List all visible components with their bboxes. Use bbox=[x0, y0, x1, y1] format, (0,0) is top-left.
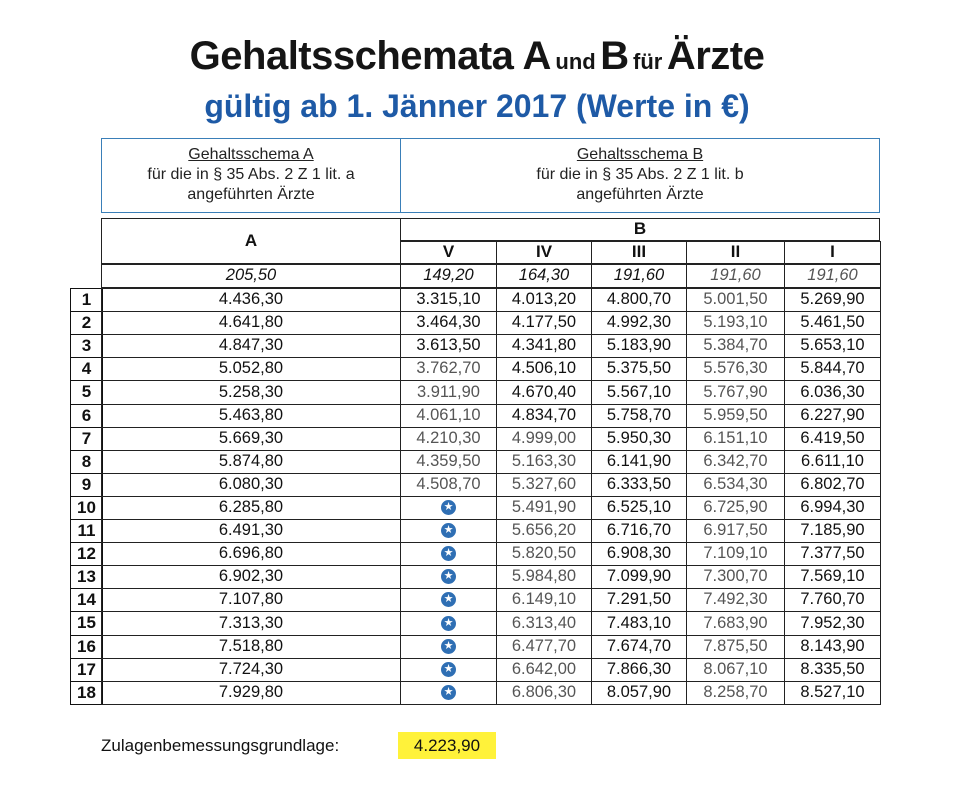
salary-b-cell: 8.067,10 bbox=[686, 658, 785, 682]
factor-cell: 164,30 bbox=[496, 264, 592, 288]
salary-b-cell: 3.464,30 bbox=[400, 311, 497, 335]
salary-b-cell: 7.300,70 bbox=[686, 565, 785, 589]
salary-b-cell: 5.844,70 bbox=[784, 357, 881, 381]
page-title bbox=[0, 34, 954, 79]
row-number: 5 bbox=[70, 380, 103, 405]
salary-b-cell: 6.149,10 bbox=[496, 588, 592, 612]
salary-b-cell: 5.820,50 bbox=[496, 542, 592, 566]
salary-b-cell: 7.492,30 bbox=[686, 588, 785, 612]
row-number: 15 bbox=[70, 611, 103, 636]
salary-a-cell: 6.285,80 bbox=[101, 496, 401, 520]
salary-b-cell: 5.950,30 bbox=[591, 427, 687, 451]
title-fuer: für bbox=[633, 49, 663, 74]
salary-a-cell: 6.902,30 bbox=[101, 565, 401, 589]
salary-b-cell: 8.057,90 bbox=[591, 681, 687, 705]
page-subtitle: gültig ab 1. Jänner 2017 (Werte in €) bbox=[204, 88, 750, 124]
salary-b-cell: 7.109,10 bbox=[686, 542, 785, 566]
salary-b-cell: 5.758,70 bbox=[591, 404, 687, 428]
salary-b-cell: 5.001,50 bbox=[686, 288, 785, 312]
row-number: 12 bbox=[70, 542, 103, 566]
salary-a-cell: 7.107,80 bbox=[101, 588, 401, 612]
salary-b-cell: 6.534,30 bbox=[686, 473, 785, 497]
star-cell bbox=[400, 658, 497, 682]
star-cell bbox=[400, 496, 497, 520]
star-cell bbox=[400, 542, 497, 566]
schema-b-header bbox=[400, 138, 880, 213]
schema-a-line1: für die in § 35 Abs. 2 Z 1 lit. a bbox=[147, 166, 355, 183]
salary-b-cell: 4.341,80 bbox=[496, 334, 592, 358]
salary-b-cell: 6.333,50 bbox=[591, 473, 687, 497]
row-number: 7 bbox=[70, 427, 103, 451]
column-b-iii-header: III bbox=[591, 241, 687, 264]
factor-cell: 149,20 bbox=[400, 264, 497, 288]
salary-a-cell: 6.080,30 bbox=[101, 473, 401, 497]
schema-a-header bbox=[101, 138, 401, 213]
salary-a-cell: 5.258,30 bbox=[101, 380, 401, 405]
row-number: 18 bbox=[70, 681, 103, 705]
salary-b-cell: 4.210,30 bbox=[400, 427, 497, 451]
title-part2: B bbox=[600, 34, 629, 78]
title-part1: Gehaltsschemata A bbox=[189, 34, 551, 78]
salary-b-cell: 5.767,90 bbox=[686, 380, 785, 405]
salary-b-cell: 6.908,30 bbox=[591, 542, 687, 566]
row-number: 16 bbox=[70, 635, 103, 659]
salary-b-cell: 6.141,90 bbox=[591, 450, 687, 474]
salary-b-cell: 6.227,90 bbox=[784, 404, 881, 428]
row-number: 8 bbox=[70, 450, 103, 474]
salary-b-cell: 4.177,50 bbox=[496, 311, 592, 335]
salary-b-cell: 4.013,20 bbox=[496, 288, 592, 312]
salary-b-cell: 3.762,70 bbox=[400, 357, 497, 381]
star-icon: ★ bbox=[441, 592, 456, 607]
salary-b-cell: 5.567,10 bbox=[591, 380, 687, 405]
salary-a-cell: 5.052,80 bbox=[101, 357, 401, 381]
salary-a-cell: 5.874,80 bbox=[101, 450, 401, 474]
salary-b-cell: 5.163,30 bbox=[496, 450, 592, 474]
salary-b-cell: 5.384,70 bbox=[686, 334, 785, 358]
salary-b-cell: 6.642,00 bbox=[496, 658, 592, 682]
salary-b-cell: 5.576,30 bbox=[686, 357, 785, 381]
salary-b-cell: 5.269,90 bbox=[784, 288, 881, 312]
salary-b-cell: 5.327,60 bbox=[496, 473, 592, 497]
salary-b-cell: 8.143,90 bbox=[784, 635, 881, 659]
salary-a-cell: 7.518,80 bbox=[101, 635, 401, 659]
factor-cell: 191,60 bbox=[591, 264, 687, 288]
salary-b-cell: 7.875,50 bbox=[686, 635, 785, 659]
footer-value: 4.223,90 bbox=[398, 732, 496, 759]
salary-b-cell: 7.674,70 bbox=[591, 635, 687, 659]
salary-b-cell: 6.342,70 bbox=[686, 450, 785, 474]
star-cell bbox=[400, 611, 497, 636]
salary-a-cell: 6.491,30 bbox=[101, 519, 401, 543]
salary-b-cell: 7.952,30 bbox=[784, 611, 881, 636]
salary-b-cell: 5.653,10 bbox=[784, 334, 881, 358]
factor-cell: 205,50 bbox=[101, 264, 401, 288]
star-cell bbox=[400, 588, 497, 612]
salary-b-cell: 7.683,90 bbox=[686, 611, 785, 636]
salary-b-cell: 5.959,50 bbox=[686, 404, 785, 428]
salary-b-cell: 4.670,40 bbox=[496, 380, 592, 405]
salary-b-cell: 4.061,10 bbox=[400, 404, 497, 428]
salary-b-cell: 3.315,10 bbox=[400, 288, 497, 312]
salary-b-cell: 6.036,30 bbox=[784, 380, 881, 405]
salary-a-cell: 7.313,30 bbox=[101, 611, 401, 636]
row-number: 13 bbox=[70, 565, 103, 589]
salary-b-cell: 4.800,70 bbox=[591, 288, 687, 312]
salary-b-cell: 6.802,70 bbox=[784, 473, 881, 497]
star-icon: ★ bbox=[441, 685, 456, 700]
column-b-ii-header: II bbox=[686, 241, 785, 264]
star-icon: ★ bbox=[441, 500, 456, 515]
star-cell bbox=[400, 519, 497, 543]
factor-cell: 191,60 bbox=[686, 264, 785, 288]
row-number: 11 bbox=[70, 519, 103, 543]
salary-b-cell: 4.508,70 bbox=[400, 473, 497, 497]
salary-b-cell: 6.725,90 bbox=[686, 496, 785, 520]
column-b-v-header: V bbox=[400, 241, 497, 264]
salary-b-cell: 6.313,40 bbox=[496, 611, 592, 636]
column-b-i-header: I bbox=[784, 241, 881, 264]
salary-a-cell: 7.929,80 bbox=[101, 681, 401, 705]
row-number: 2 bbox=[70, 311, 103, 335]
salary-b-cell: 4.992,30 bbox=[591, 311, 687, 335]
salary-b-cell: 7.377,50 bbox=[784, 542, 881, 566]
schema-b-heading: Gehaltsschema B bbox=[576, 146, 704, 163]
row-number: 17 bbox=[70, 658, 103, 682]
star-icon: ★ bbox=[441, 523, 456, 538]
row-number: 10 bbox=[70, 496, 103, 520]
salary-b-cell: 8.527,10 bbox=[784, 681, 881, 705]
salary-b-cell: 6.716,70 bbox=[591, 519, 687, 543]
salary-b-cell: 7.866,30 bbox=[591, 658, 687, 682]
row-number: 6 bbox=[70, 404, 103, 428]
schema-a-heading: Gehaltsschema A bbox=[188, 146, 314, 163]
schema-b-line1: für die in § 35 Abs. 2 Z 1 lit. b bbox=[536, 166, 744, 183]
row-number: 3 bbox=[70, 334, 103, 358]
salary-b-cell: 7.760,70 bbox=[784, 588, 881, 612]
salary-b-cell: 6.525,10 bbox=[591, 496, 687, 520]
factor-cell: 191,60 bbox=[784, 264, 881, 288]
star-icon: ★ bbox=[441, 639, 456, 654]
salary-a-cell: 5.669,30 bbox=[101, 427, 401, 451]
salary-b-cell: 6.806,30 bbox=[496, 681, 592, 705]
row-number: 14 bbox=[70, 588, 103, 612]
star-icon: ★ bbox=[441, 662, 456, 677]
salary-b-cell: 7.099,90 bbox=[591, 565, 687, 589]
salary-b-cell: 3.911,90 bbox=[400, 380, 497, 405]
salary-a-cell: 4.641,80 bbox=[101, 311, 401, 335]
star-icon: ★ bbox=[441, 569, 456, 584]
salary-a-cell: 5.463,80 bbox=[101, 404, 401, 428]
salary-b-cell: 7.185,90 bbox=[784, 519, 881, 543]
salary-b-cell: 4.834,70 bbox=[496, 404, 592, 428]
column-b-header: B bbox=[400, 218, 880, 241]
salary-b-cell: 7.483,10 bbox=[591, 611, 687, 636]
salary-b-cell: 4.359,50 bbox=[400, 450, 497, 474]
salary-b-cell: 7.569,10 bbox=[784, 565, 881, 589]
footer-label: Zulagenbemessungsgrundlage: bbox=[101, 736, 340, 755]
row-number: 9 bbox=[70, 473, 103, 497]
salary-b-cell: 3.613,50 bbox=[400, 334, 497, 358]
salary-a-cell: 6.696,80 bbox=[101, 542, 401, 566]
salary-b-cell: 5.375,50 bbox=[591, 357, 687, 381]
salary-b-cell: 5.491,90 bbox=[496, 496, 592, 520]
row-number: 1 bbox=[70, 288, 103, 312]
salary-b-cell: 5.183,90 bbox=[591, 334, 687, 358]
salary-b-cell: 8.258,70 bbox=[686, 681, 785, 705]
salary-b-cell: 6.917,50 bbox=[686, 519, 785, 543]
salary-b-cell: 6.477,70 bbox=[496, 635, 592, 659]
salary-b-cell: 4.506,10 bbox=[496, 357, 592, 381]
star-icon: ★ bbox=[441, 546, 456, 561]
schema-b-line2: angeführten Ärzte bbox=[576, 186, 704, 203]
salary-a-cell: 7.724,30 bbox=[101, 658, 401, 682]
salary-b-cell: 4.999,00 bbox=[496, 427, 592, 451]
title-und: und bbox=[555, 49, 596, 74]
star-cell bbox=[400, 635, 497, 659]
salary-a-cell: 4.847,30 bbox=[101, 334, 401, 358]
salary-b-cell: 6.419,50 bbox=[784, 427, 881, 451]
salary-b-cell: 5.193,10 bbox=[686, 311, 785, 335]
star-cell bbox=[400, 681, 497, 705]
schema-a-line2: angeführten Ärzte bbox=[187, 186, 315, 203]
salary-a-cell: 4.436,30 bbox=[101, 288, 401, 312]
salary-b-cell: 6.151,10 bbox=[686, 427, 785, 451]
column-a-header: A bbox=[101, 218, 401, 264]
salary-b-cell: 8.335,50 bbox=[784, 658, 881, 682]
star-cell bbox=[400, 565, 497, 589]
salary-b-cell: 6.994,30 bbox=[784, 496, 881, 520]
row-number: 4 bbox=[70, 357, 103, 381]
salary-b-cell: 5.656,20 bbox=[496, 519, 592, 543]
salary-b-cell: 5.461,50 bbox=[784, 311, 881, 335]
salary-b-cell: 5.984,80 bbox=[496, 565, 592, 589]
salary-b-cell: 6.611,10 bbox=[784, 450, 881, 474]
column-b-iv-header: IV bbox=[496, 241, 592, 264]
salary-b-cell: 7.291,50 bbox=[591, 588, 687, 612]
star-icon: ★ bbox=[441, 616, 456, 631]
title-part3: Ärzte bbox=[666, 34, 765, 78]
